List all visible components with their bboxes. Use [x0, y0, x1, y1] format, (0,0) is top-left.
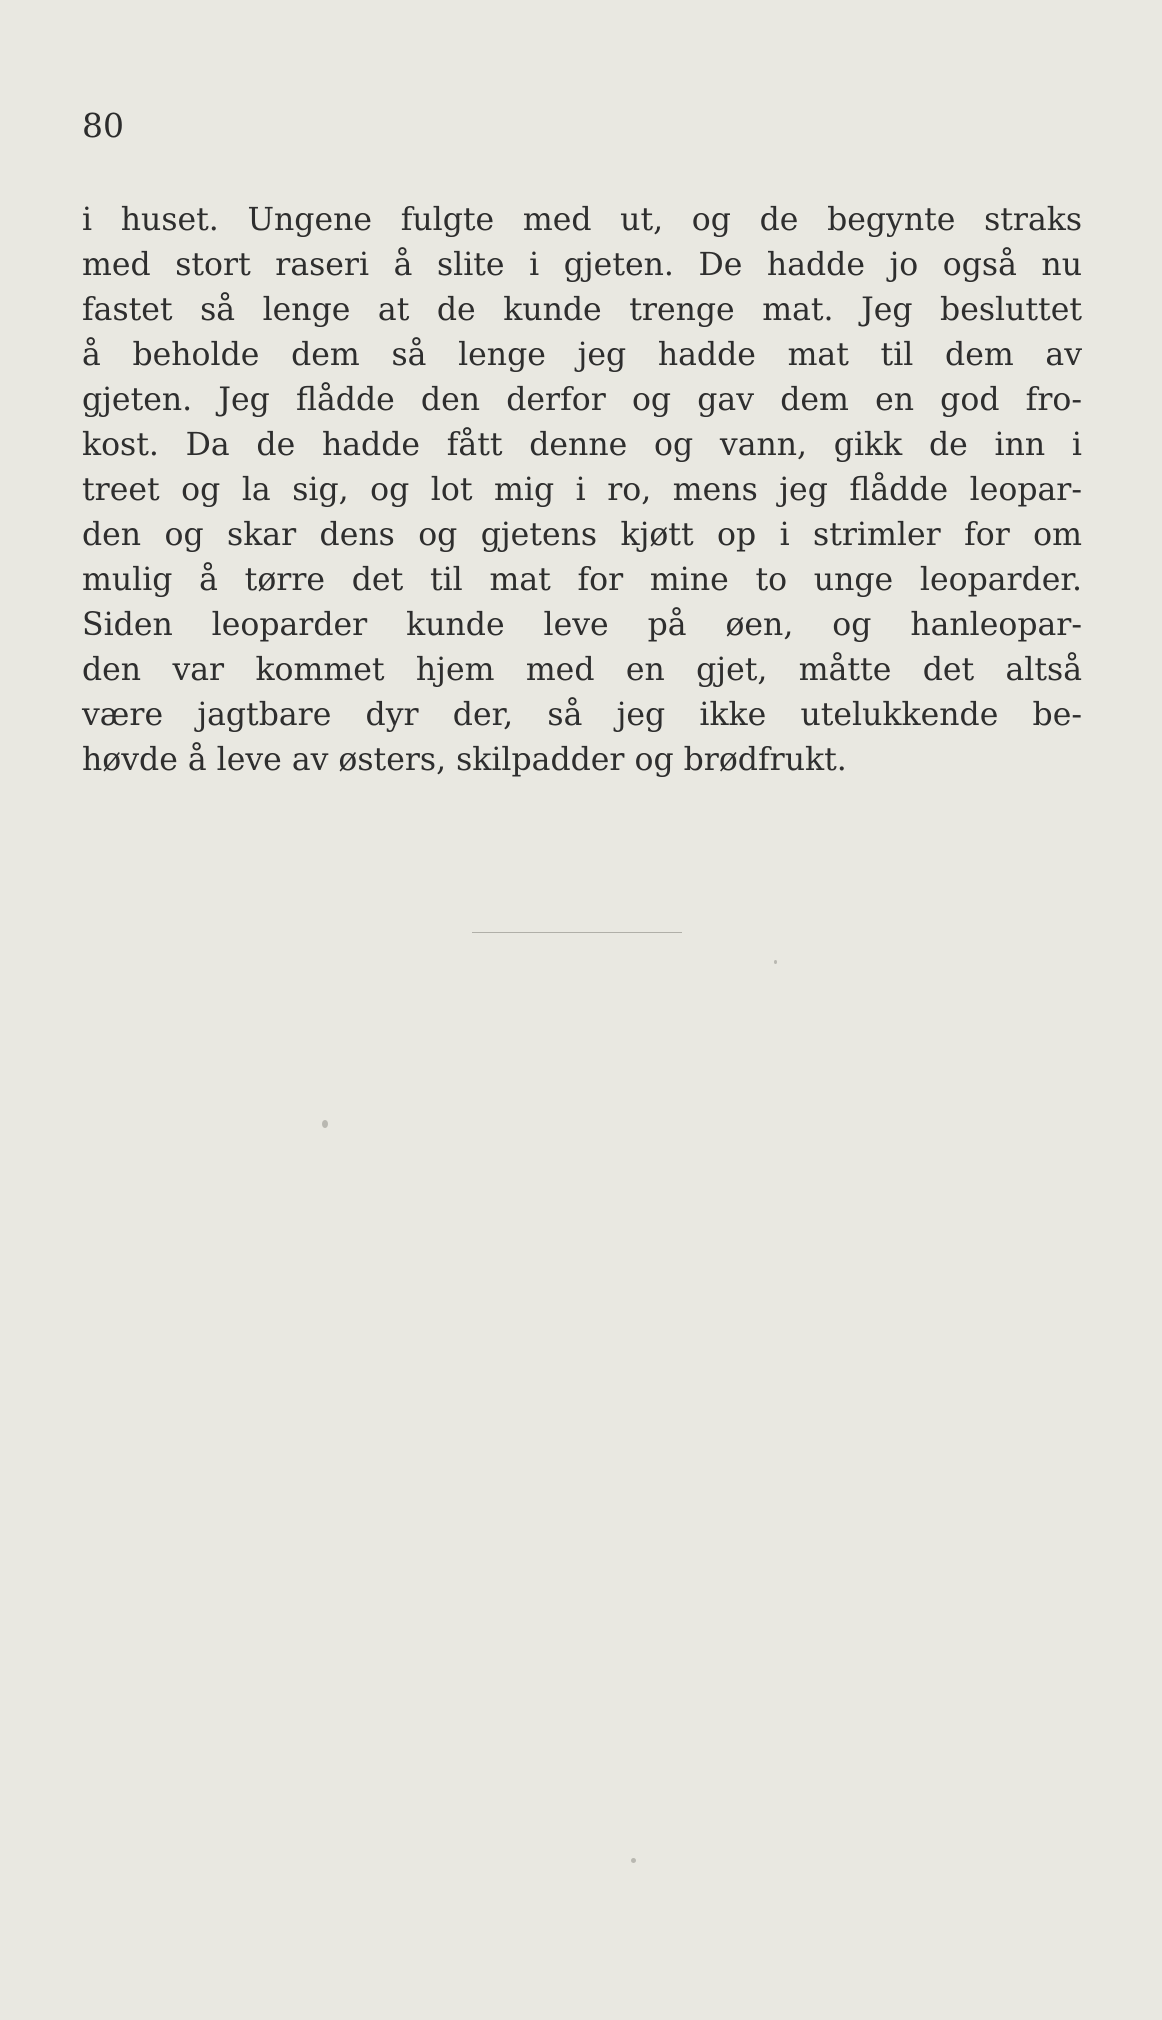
paper-speck — [631, 1858, 636, 1863]
text-line: den var kommet hjem med en gjet, måtte det altså — [82, 652, 1082, 688]
text-line: gjeten. Jeg flådde den derfor og gav dem en god fro- — [82, 382, 1082, 418]
text-line: i huset. Ungene fulgte med ut, og de begynte straks — [82, 202, 1082, 238]
paper-speck — [774, 960, 777, 964]
text-line: den og skar dens og gjetens kjøtt op i strimler for om — [82, 517, 1082, 553]
text-line: høvde å leve av østers, skilpadder og brødfrukt. — [82, 742, 847, 778]
text-line: fastet så lenge at de kunde trenge mat. Jeg besluttet — [82, 292, 1082, 328]
paper-speck — [322, 1120, 328, 1128]
body-text — [82, 198, 1082, 783]
text-line: være jagtbare dyr der, så jeg ikke utelukkende be- — [82, 697, 1082, 733]
text-line: Siden leoparder kunde leve på øen, og hanleopar- — [82, 607, 1082, 643]
text-line: med stort raseri å slite i gjeten. De hadde jo også nu — [82, 247, 1082, 283]
section-divider — [472, 932, 682, 933]
page-number: 80 — [82, 106, 124, 145]
text-line: kost. Da de hadde fått denne og vann, gikk de inn i — [82, 427, 1082, 463]
text-line: å beholde dem så lenge jeg hadde mat til dem av — [82, 337, 1082, 373]
text-line: treet og la sig, og lot mig i ro, mens jeg flådde leopar- — [82, 472, 1082, 508]
text-line: mulig å tørre det til mat for mine to unge leoparder. — [82, 562, 1082, 598]
